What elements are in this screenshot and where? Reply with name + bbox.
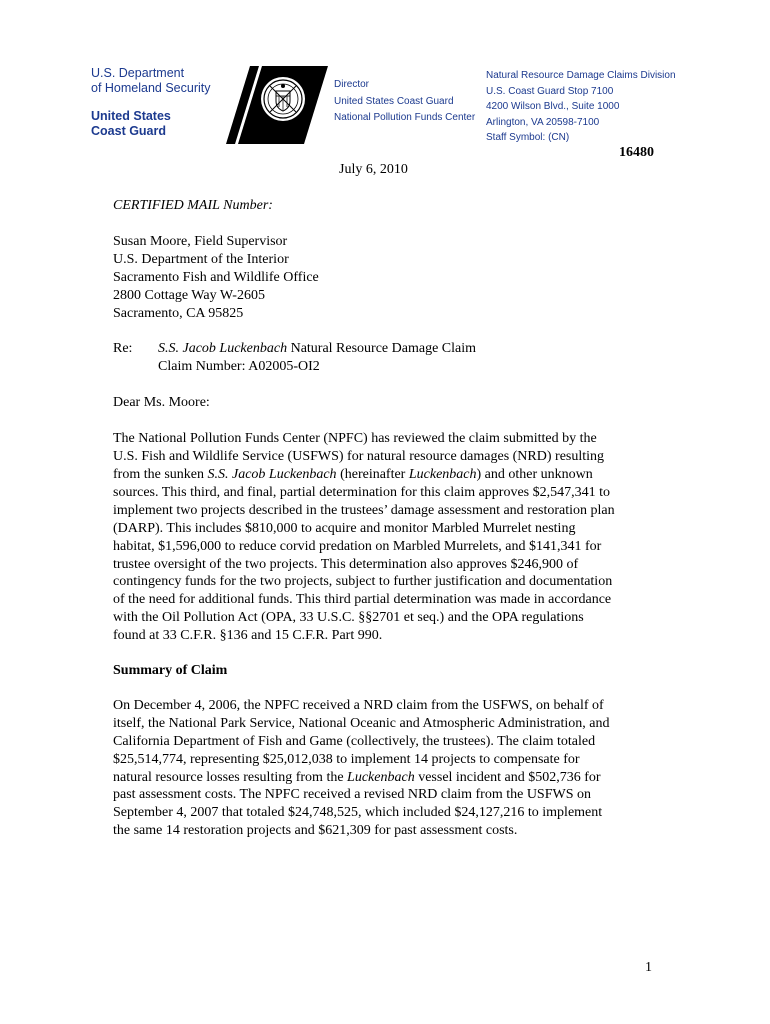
para2-line-5-b: vessel incident and $502,736 for xyxy=(414,769,601,785)
para1-line-5: implement two projects described in the trustees’ damage assessment and restoration plan xyxy=(113,502,615,518)
agency-line-1: United States xyxy=(91,109,171,123)
para1-line-12: found at 33 C.F.R. §136 and 15 C.F.R. Part 990. xyxy=(113,628,383,644)
department-line-1: U.S. Department xyxy=(91,66,185,80)
department-line-2: of Homeland Security xyxy=(91,81,211,95)
para1-line-1: The National Pollution Funds Center (NPFC) has reviewed the claim submitted by the xyxy=(113,431,597,447)
certified-mail-line: CERTIFIED MAIL Number: xyxy=(113,198,273,213)
director-line-2: United States Coast Guard xyxy=(334,95,454,107)
director-line-1: Director xyxy=(334,79,370,90)
recipient-line-2: U.S. Department of the Interior xyxy=(113,251,289,267)
page-number: 1 xyxy=(645,960,652,975)
recipient-address xyxy=(113,233,658,323)
recipient-line-1: Susan Moore, Field Supervisor xyxy=(113,233,288,249)
para1-line-2: U.S. Fish and Wildlife Service (USFWS) for natural resource damages (NRD) resulting xyxy=(113,449,605,465)
para2-line-3: California Department of Fish and Game (collectively, the trustees). The claim totaled xyxy=(113,733,596,749)
division-line-3: 4200 Wilson Blvd., Suite 1000 xyxy=(486,101,620,113)
para1-vessel-name: S.S. Jacob Luckenbach xyxy=(207,466,337,482)
para2-line-8: the same 14 restoration projects and $621,309 for past assessment costs. xyxy=(113,823,518,839)
para1-line-7: habitat, $1,596,000 to reduce corvid predation on Marbled Murrelets, and $141,341 for xyxy=(113,538,602,554)
para2-line-7: September 4, 2007 that totaled $24,748,525, which included $24,127,216 to implement xyxy=(113,805,603,821)
re-subject-line xyxy=(158,340,476,358)
para1-line-3 xyxy=(113,466,658,484)
letter-body xyxy=(113,197,658,857)
division-line-1: Natural Resource Damage Claims Division xyxy=(486,70,676,81)
para1-line-9: contingency funds for the two projects, subject to further justification and documentation xyxy=(113,574,613,590)
para1-line-3-a: from the sunken xyxy=(113,466,208,482)
re-label: Re: xyxy=(113,341,133,357)
coast-guard-emblem-icon xyxy=(226,66,328,144)
para1-line-11: with the Oil Pollution Act (OPA, 33 U.S.C. §§2701 et seq.) and the OPA regulations xyxy=(113,610,584,626)
subject-block xyxy=(113,340,658,376)
director-block xyxy=(334,77,475,127)
recipient-line-4: 2800 Cottage Way W-2605 xyxy=(113,287,265,303)
re-vessel-name: S.S. Jacob Luckenbach xyxy=(158,341,288,357)
para2-vessel-name: Luckenbach xyxy=(347,769,415,785)
re-claim-number: Claim Number: A02005-OI2 xyxy=(158,359,320,375)
para1-line-3-b: (hereinafter xyxy=(336,466,409,482)
summary-heading: Summary of Claim xyxy=(113,663,228,679)
para1-line-6: (DARP). This includes $810,000 to acquire and monitor Marbled Murrelet nesting xyxy=(113,520,576,536)
recipient-line-5: Sacramento, CA 95825 xyxy=(113,305,244,321)
para1-vessel-short: Luckenbach xyxy=(408,466,477,482)
para2-line-2: itself, the National Park Service, National Oceanic and Atmospheric Administration, and xyxy=(113,715,610,731)
salutation: Dear Ms. Moore: xyxy=(113,395,210,411)
department-block xyxy=(91,66,211,139)
recipient-line-3: Sacramento Fish and Wildlife Office xyxy=(113,269,319,285)
para2-line-4: $25,514,774, representing $25,012,038 to implement 14 projects to compensate for xyxy=(113,751,580,767)
division-block xyxy=(486,68,676,146)
para2-line-1: On December 4, 2006, the NPFC received a NRD claim from the USFWS, on behalf of xyxy=(113,697,604,713)
division-line-4: Arlington, VA 20598-7100 xyxy=(486,116,600,128)
para1-line-4: sources. This third, and final, partial determination for this claim approves $2,547,341 to xyxy=(113,484,611,500)
division-line-5: Staff Symbol: (CN) xyxy=(486,132,570,144)
para2-line-6: past assessment costs. The NPFC received a revised NRD claim from the USFWS on xyxy=(113,787,592,803)
paragraph-summary xyxy=(113,697,658,840)
para2-line-5 xyxy=(113,769,658,787)
letter-date: July 6, 2010 xyxy=(339,162,408,177)
para1-line-8: trustee oversight of the two projects. This determination also approves $246,900 of xyxy=(113,556,579,572)
para1-line-10: of the need for additional funds. This third partial determination was made in accordance xyxy=(113,592,612,608)
paragraph-determination xyxy=(113,430,658,645)
re-subject-text: Natural Resource Damage Claim xyxy=(287,341,477,357)
agency-line-2: Coast Guard xyxy=(91,124,167,138)
re-content xyxy=(158,340,476,376)
division-line-2: U.S. Coast Guard Stop 7100 xyxy=(486,85,614,97)
para2-line-5-a: natural resource losses resulting from the xyxy=(113,769,348,785)
reference-number: 16480 xyxy=(619,145,654,160)
director-line-3: National Pollution Funds Center xyxy=(334,112,476,123)
para1-line-3-c: ) and other unknown xyxy=(476,466,593,482)
